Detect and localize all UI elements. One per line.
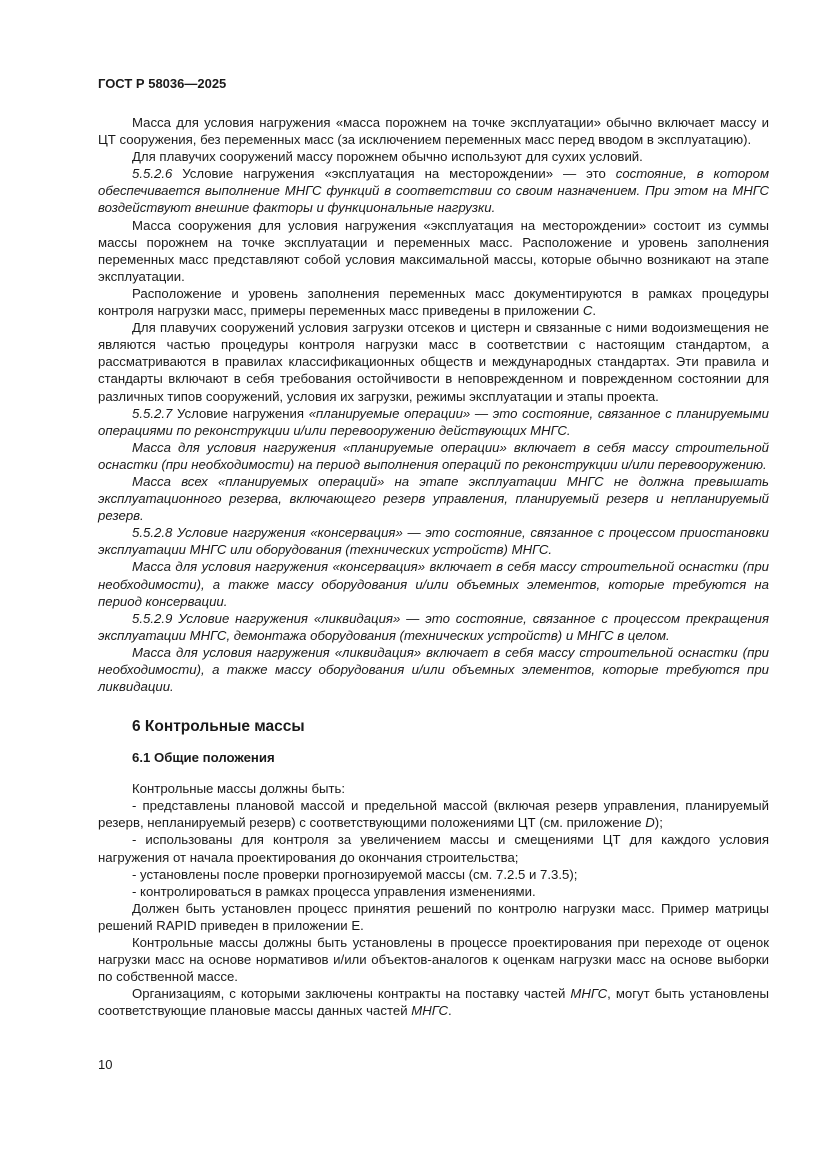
subsection-6-1-title: 6.1 Общие положения — [132, 750, 275, 766]
paragraph-tail: . — [448, 1003, 452, 1019]
paragraph: Масса для условия нагружения «масса порожнем на точке эксплуатации» обычно включает массу и ЦТ сооружения, без переменных масс (за исключением переменных масс перед вводом в эксплуатацию). — [98, 115, 769, 148]
paragraph-tail: . — [592, 303, 597, 319]
paragraph-text: Масса всех «планируемых операций» на этапе эксплуатации МНГС не должна превышать эксплуатационного резерва, включающего резерв управления, планируемый резерв и непланируемый резерв. — [98, 473, 769, 524]
paragraph-text: 5.5.2.9 Условие нагружения «ликвидация» — это состояние, связанное с процессом прекращения эксплуатации МНГС, демонтажа оборудования (технических устройств) и МНГС в целом. — [98, 610, 769, 643]
list-item: - использованы для контроля за увеличением массы и смещениями ЦТ для каждого условия нагружения от начала проектирования до окончания строительства; — [98, 832, 769, 865]
clause-text: Условие нагружения — [172, 405, 309, 421]
paragraph-text: Масса для условия нагружения «ликвидация» включает в себя массу строительной оснастки (при необходимости), а также массу оборудования и/или объемных элементов, которые требуются при ликвидации. — [98, 644, 769, 695]
paragraph: Масса сооружения для условия нагружения «эксплуатация на месторождении» состоит из суммы массы порожнем на точке эксплуатации и переменных масс. Расположение и уровень заполнения переменных масс представляют собой условия максимальной массы, которые обычно возникают на этапе эксплуатации. — [98, 217, 769, 284]
list-item-text: - представлены плановой массой и предельной массой (включая резерв управления, планируемый резерв, непланируемый резерв) с соответствующими положениями ЦТ (см. приложение — [98, 798, 769, 831]
list-item — [98, 797, 769, 831]
italic-paragraph — [98, 473, 769, 524]
italic-paragraph — [98, 558, 769, 609]
list-item: - установлены после проверки прогнозируемой массы (см. 7.2.5 и 7.3.5); — [132, 866, 578, 882]
italic-paragraph — [98, 439, 769, 473]
paragraph: Для плавучих сооружений условия загрузки отсеков и цистерн и связанные с ними водоизмещения не являются частью процедуры контроля нагрузки масс в соответствии с настоящим стандартом, а рассматриваются в правилах классификационных обществ и международных стандартах. Эти правила и стандарты включают в себя требования остойчивости в неповрежденном и поврежденном состоянии для различных типов сооружений, условия их загрузки, режимы эксплуатации и этапы проекта. — [98, 320, 769, 404]
paragraph: Должен быть установлен процесс принятия решений по контролю нагрузки масс. Пример матрицы решений RAPID приведен в приложении Е. — [98, 900, 769, 933]
paragraph-text: , могут быть установлены соответствующие плановые массы данных частей — [98, 986, 769, 1019]
clause-number: 5.5.2.6 — [132, 166, 173, 182]
clause-italic-text: «планируемые операции» — это состояние, связанное с планируемыми операциями по реконструкции и/или перевооружению действующих МНГС. — [98, 405, 770, 438]
clause-number: 5.5.2.7 — [132, 405, 173, 421]
paragraph-text: Масса для условия нагружения «консервация» включает в себя массу строительной оснастки (при необходимости), а также массу оборудования и/или объемных элементов, которые требуются на период консервации. — [98, 559, 769, 609]
standard-code-header: ГОСТ Р 58036—2025 — [98, 76, 227, 91]
clause-5-5-2-7 — [98, 405, 769, 439]
paragraph — [98, 285, 769, 319]
document-body — [98, 114, 769, 1020]
appendix-ref: С — [582, 303, 593, 319]
clause-text: Условие нагружения «эксплуатация на месторождении» — это — [172, 166, 616, 182]
paragraph — [98, 985, 769, 1019]
clause-5-5-2-9 — [98, 610, 769, 644]
paragraph-text: Расположение и уровень заполнения переменных масс документируются в рамках процедуры контроля нагрузки масс, примеры переменных масс приведены в приложении — [98, 285, 769, 319]
paragraph-text: Организациям, с которыми заключены контракты на поставку частей — [132, 986, 571, 1002]
list-item: - контролироваться в рамках процесса управления изменениями. — [132, 883, 536, 899]
paragraph-text: Масса для условия нагружения «планируемые операции» включает в себя массу строительной оснастки (при необходимости) на период выполнения операций по реконструкции и/или перевооружению. — [98, 439, 769, 472]
section-6-title: 6 Контрольные массы — [132, 718, 305, 736]
clause-5-5-2-8 — [98, 524, 769, 558]
paragraph: Контрольные массы должны быть установлены в процессе проектирования при переходе от оценок нагрузки масс на основе нормативов и/или объектов-аналогов к оценкам нагрузки масс на основе выборки по собственной массе. — [98, 935, 769, 985]
page-number: 10 — [98, 1057, 113, 1072]
abbr-italic: МНГС — [570, 986, 608, 1002]
abbr-italic: МНГС — [411, 1003, 449, 1019]
paragraph-text: 5.5.2.8 Условие нагружения «консервация» — это состояние, связанное с процессом приостановки эксплуатации МНГС или оборудования (технических устройств) МНГС. — [98, 525, 769, 558]
list-item-tail: ); — [654, 815, 663, 831]
paragraph: Для плавучих сооружений массу порожнем обычно используют для сухих условий. — [132, 149, 643, 165]
italic-paragraph — [98, 644, 769, 695]
paragraph: Контрольные массы должны быть: — [132, 781, 346, 797]
clause-italic-text: состояние, в котором обеспечивается выполнение МНГС функций в соответствии со своим назначением. При этом на МНГС воздействуют внешние факторы и функциональные нагрузки. — [98, 166, 769, 216]
clause-5-5-2-6 — [98, 165, 769, 216]
appendix-ref: D — [645, 815, 655, 831]
